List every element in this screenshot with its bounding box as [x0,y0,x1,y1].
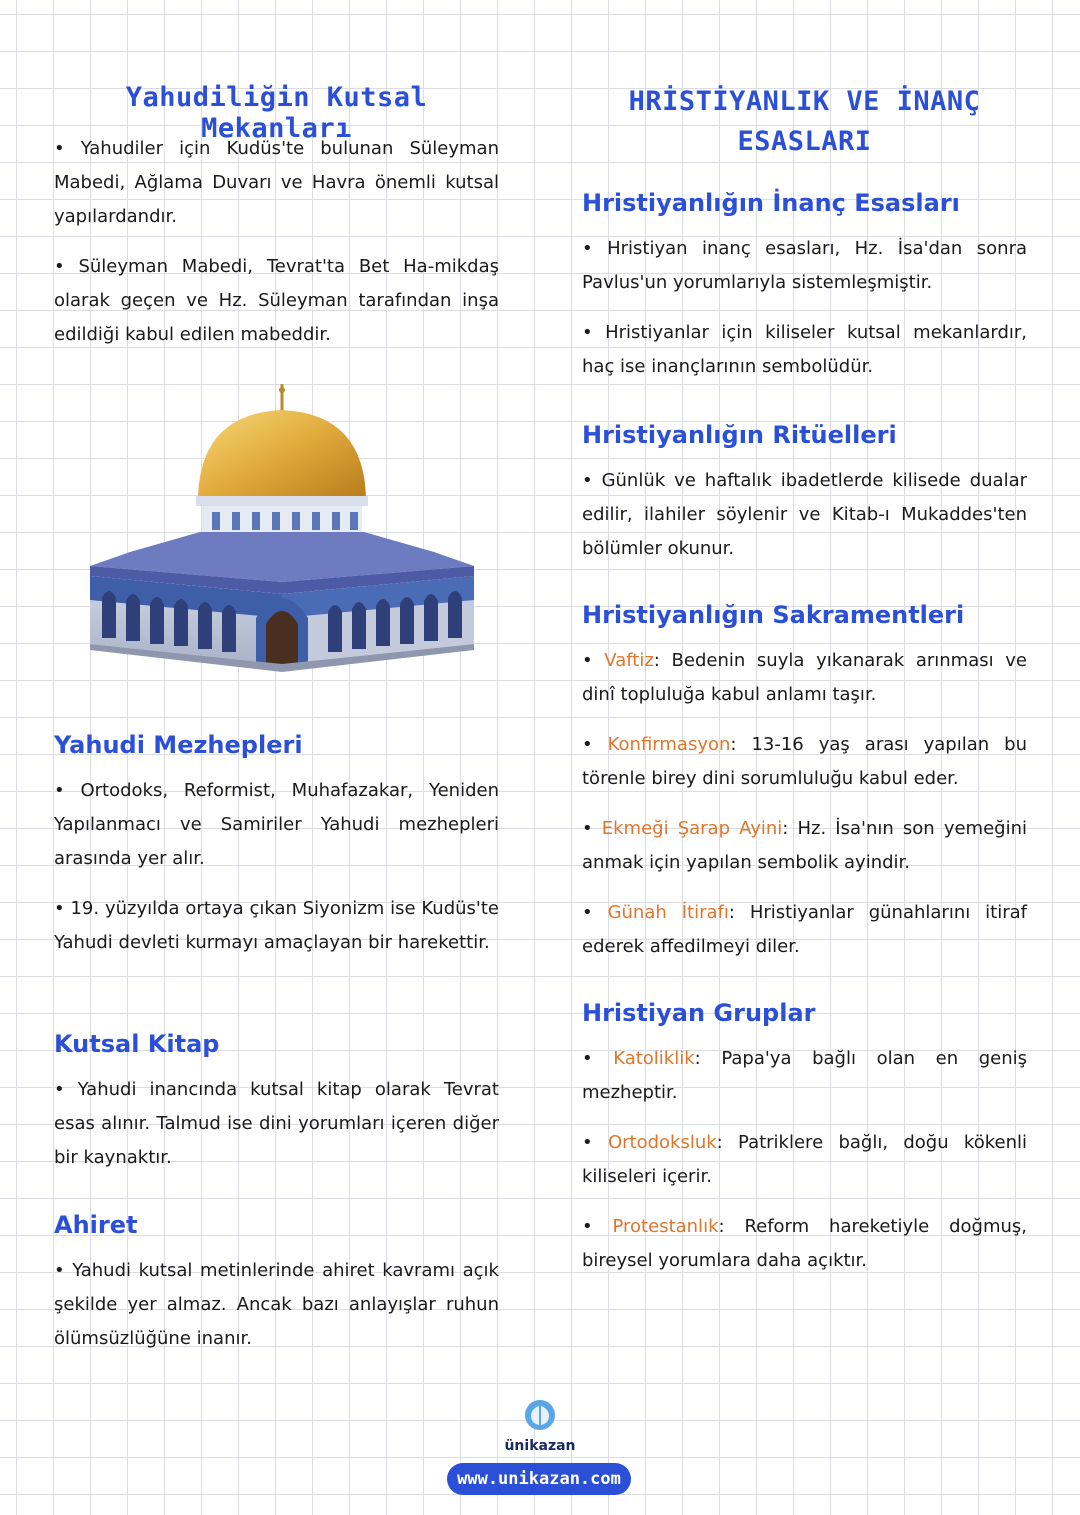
section-heading: Yahudi Mezhepleri [54,731,303,759]
dome-of-the-rock-illustration [90,382,474,682]
group-item: • Ortodoksluk: Patriklere bağlı, doğu kökenli kiliseleri içerir. [582,1132,1027,1187]
sacrament-item: • Günah İtirafı: Hristiyanlar günahlarını itiraf ederek affedilmeyi diler. [582,902,1027,957]
right-title: HRİSTİYANLIK VE İNANÇ ESASLARI [628,86,981,157]
section-heading: Kutsal Kitap [54,1030,220,1058]
sacrament-item: • Konfirmasyon: 13-16 yaş arası yapılan bu törenle birey dini sorumluluğu kabul eder. [582,734,1028,789]
left-title: Yahudiliğin Kutsal Mekanları [125,82,428,144]
website-link[interactable]: www.unikazan.com [447,1463,631,1495]
keyword: Protestanlık [612,1216,719,1237]
keyword: Günah İtirafı [607,902,729,923]
section-heading: Hristiyanlığın Ritüelleri [582,421,897,449]
section-heading: Hristiyanlığın İnanç Esasları [582,189,960,217]
logo-text: ünikazan [504,1438,576,1454]
beliefs-section [582,186,1027,400]
sects-section [54,728,499,976]
afterlife-section [54,1208,499,1372]
sacrament-item: • Ekmeği Şarap Ayini: Hz. İsa'nın son yemeğini anmak için yapılan sembolik ayindir. [582,818,1028,873]
keyword: Ortodoksluk [607,1132,717,1153]
keyword: Vaftiz [604,650,654,671]
paragraph: • Süleyman Mabedi, Tevrat'ta Bet Ha-mikdaş olarak geçen ve Hz. Süleyman tarafından inşa edildiği kabul edilen mabeddir. [54,256,499,345]
unikazan-logo [490,1398,590,1458]
paragraph: • Hristiyan inanç esasları, Hz. İsa'dan sonra Pavlus'un yorumlarıyla sistemleşmiştir. [582,238,1027,293]
section-heading: Hristiyanlığın Sakramentleri [582,601,965,629]
paragraph: • Yahudiler için Kudüs'te bulunan Süleyman Mabedi, Ağlama Duvarı ve Havra önemli kutsal yapılardandır. [54,138,499,227]
keyword: Katoliklik [613,1048,695,1069]
rituals-section [582,418,1027,582]
section-heading: Hristiyan Gruplar [582,999,816,1027]
groups-section [582,996,1027,1294]
holy-book-section [54,1027,499,1191]
paragraph: • Günlük ve haftalık ibadetlerde kilisede dualar edilir, ilahiler söylenir ve Kitab-ı Mukaddes'ten bölümler okunur. [582,470,1027,559]
holy-places-section [54,132,499,368]
paragraph: • Yahudi inancında kutsal kitap olarak Tevrat esas alınır. Talmud ise dini yorumları içeren diğer bir kaynaktır. [54,1079,499,1168]
paragraph: • 19. yüzyılda ortaya çıkan Siyonizm ise Kudüs'te Yahudi devleti kurmayı amaçlayan bir harekettir. [54,898,499,953]
sacrament-item: • Vaftiz: Bedenin suyla yıkanarak arınması ve dinî topluluğa kabul anlamı taşır. [582,650,1027,705]
keyword: Ekmeği Şarap Ayini [601,818,783,839]
paragraph: • Hristiyanlar için kiliseler kutsal mekanlardır, haç ise inançlarının sembolüdür. [582,322,1027,377]
paragraph: • Yahudi kutsal metinlerinde ahiret kavramı açık şekilde yer almaz. Ancak bazı anlayışlar ruhun ölümsüzlüğüne inanır. [54,1260,499,1349]
keyword: Konfirmasyon [607,734,731,755]
brain-icon [523,1398,557,1432]
group-item: • Protestanlık: Reform hareketiyle doğmuş, bireysel yorumlara daha açıktır. [582,1216,1027,1271]
section-heading: Ahiret [54,1211,138,1239]
sacraments-section [582,598,1027,980]
group-item: • Katoliklik: Papa'ya bağlı olan en geniş mezheptir. [582,1048,1027,1103]
paragraph: • Ortodoks, Reformist, Muhafazakar, Yeniden Yapılanmacı ve Samiriler Yahudi mezhepleri arasında yer alır. [54,780,499,869]
